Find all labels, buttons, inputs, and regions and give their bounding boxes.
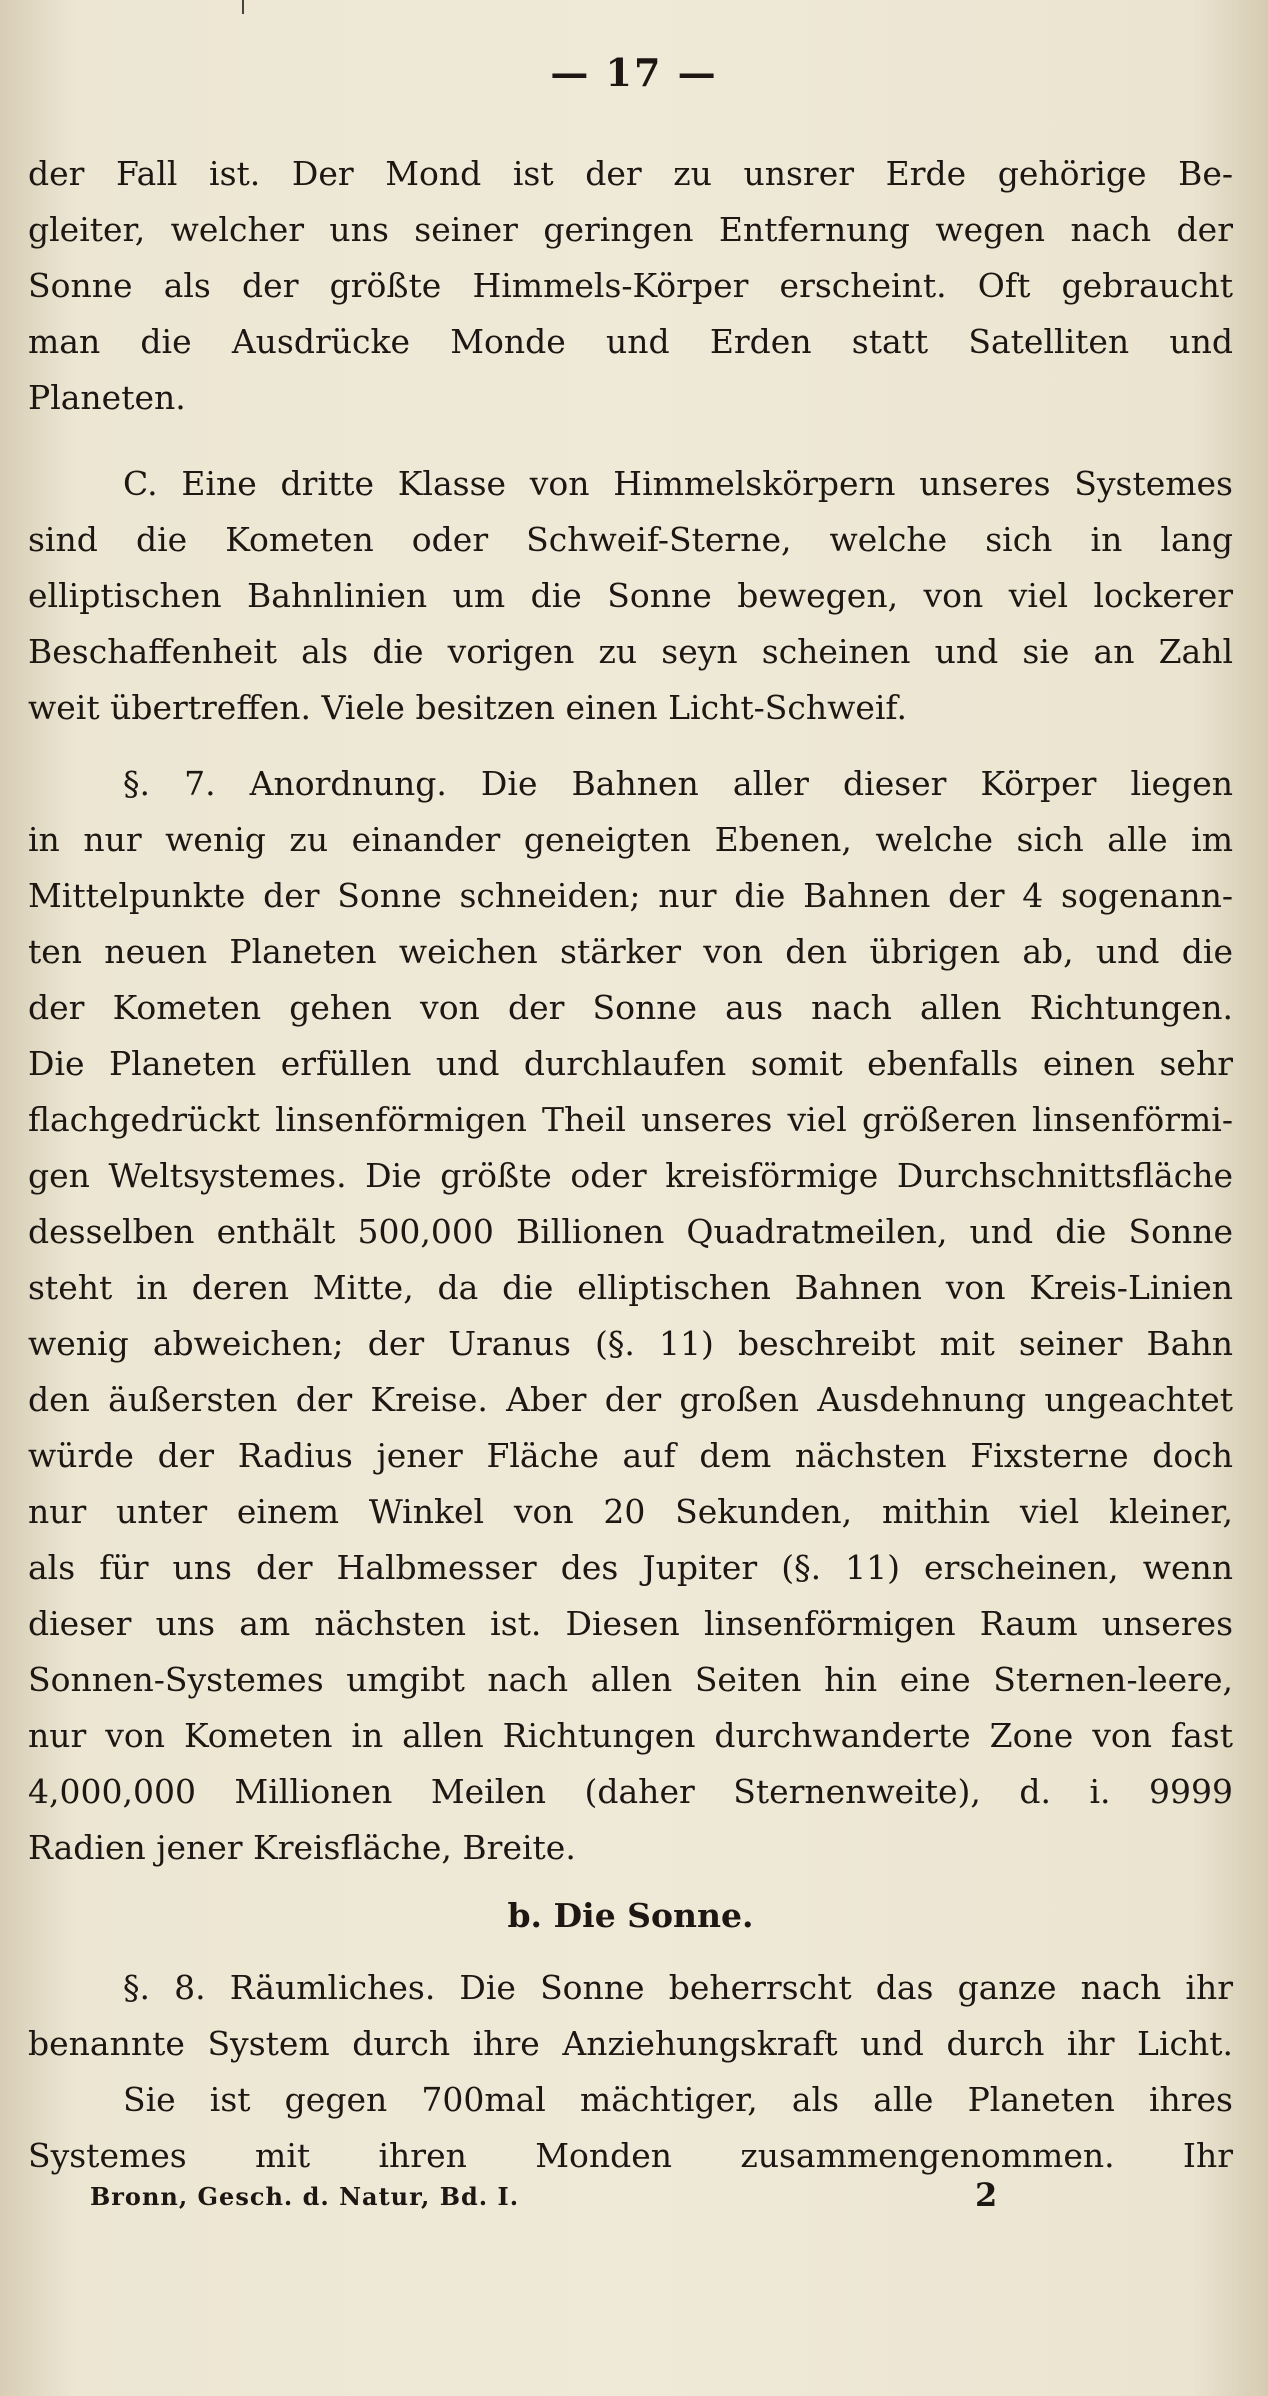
text-line: §. 7. Anordnung. Die Bahnen aller dieser Körper liegen [123,764,1233,803]
text-line: der Fall ist. Der Mond ist der zu unsrer Erde gehörige Be- [28,154,1233,193]
text-line: Beschaffenheit als die vorigen zu seyn scheinen und sie an Zahl [28,632,1233,671]
page-header: — 17 — [550,50,718,95]
paragraph-spatial [28,1960,1233,2184]
footer-signature: Bronn, Gesch. d. Natur, Bd. I. [90,2182,520,2211]
sheet-number: 2 [975,2176,998,2214]
text-line: ten neuen Planeten weichen stärker von den übrigen ab, und die [28,932,1233,971]
text-line: in nur wenig zu einander geneigten Ebenen, welche sich alle im [28,820,1233,859]
text-line: elliptischen Bahnlinien um die Sonne bewegen, von viel lockerer [28,576,1233,615]
text-line: Planeten. [28,378,186,417]
text-line: benannte System durch ihre Anziehungskraft und durch ihr Licht. [28,2024,1233,2063]
paragraph-comets [28,456,1233,736]
section-heading: b. Die Sonne. [507,1896,754,1935]
text-line: §. 8. Räumliches. Die Sonne beherrscht das ganze nach ihr [123,1968,1233,2007]
text-line: Sonnen-Systemes umgibt nach allen Seiten hin eine Sternen-leere, [28,1660,1233,1699]
text-line: man die Ausdrücke Monde und Erden statt Satelliten und [28,322,1233,361]
text-line: wenig abweichen; der Uranus (§. 11) beschreibt mit seiner Bahn [28,1324,1233,1363]
text-line: flachgedrückt linsenförmigen Theil unseres viel größeren linsenförmi- [28,1100,1233,1139]
text-line: gleiter, welcher uns seiner geringen Entfernung wegen nach der [28,210,1233,249]
text-line: nur von Kometen in allen Richtungen durchwanderte Zone von fast [28,1716,1233,1755]
text-line: 4,000,000 Millionen Meilen (daher Sternenweite), d. i. 9999 [28,1772,1233,1811]
text-line: Radien jener Kreisfläche, Breite. [28,1828,576,1867]
text-line: Sie ist gegen 700mal mächtiger, als alle Planeten ihres [123,2080,1233,2119]
text-line: weit übertreffen. Viele besitzen einen Licht-Schweif. [28,688,907,727]
text-line: der Kometen gehen von der Sonne aus nach allen Richtungen. [28,988,1233,1027]
text-line: gen Weltsystemes. Die größte oder kreisförmige Durchschnittsfläche [28,1156,1233,1195]
text-line: den äußersten der Kreise. Aber der großen Ausdehnung ungeachtet [28,1380,1233,1419]
paragraph-arrangement [28,756,1233,1876]
text-line: steht in deren Mitte, da die elliptischen Bahnen von Kreis-Linien [28,1268,1233,1307]
scan-mark [242,0,244,14]
text-line: sind die Kometen oder Schweif-Sterne, welche sich in lang [28,520,1233,559]
text-line: C. Eine dritte Klasse von Himmelskörpern unseres Systemes [123,464,1233,503]
text-line: Sonne als der größte Himmels-Körper erscheint. Oft gebraucht [28,266,1233,305]
text-line: Systemes mit ihren Monden zusammengenommen. Ihr [28,2136,1233,2175]
text-line: dieser uns am nächsten ist. Diesen linsenförmigen Raum unseres [28,1604,1233,1643]
text-line: würde der Radius jener Fläche auf dem nächsten Fixsterne doch [28,1436,1233,1475]
text-line: als für uns der Halbmesser des Jupiter (§. 11) erscheinen, wenn [28,1548,1233,1587]
text-line: Die Planeten erfüllen und durchlaufen somit ebenfalls einen sehr [28,1044,1233,1083]
text-line: nur unter einem Winkel von 20 Sekunden, mithin viel kleiner, [28,1492,1233,1531]
section-heading-block [28,1888,1233,1944]
paragraph-moon [28,146,1233,426]
text-line: desselben enthält 500,000 Billionen Quadratmeilen, und die Sonne [28,1212,1233,1251]
text-line: Mittelpunkte der Sonne schneiden; nur die Bahnen der 4 sogenann- [28,876,1233,915]
